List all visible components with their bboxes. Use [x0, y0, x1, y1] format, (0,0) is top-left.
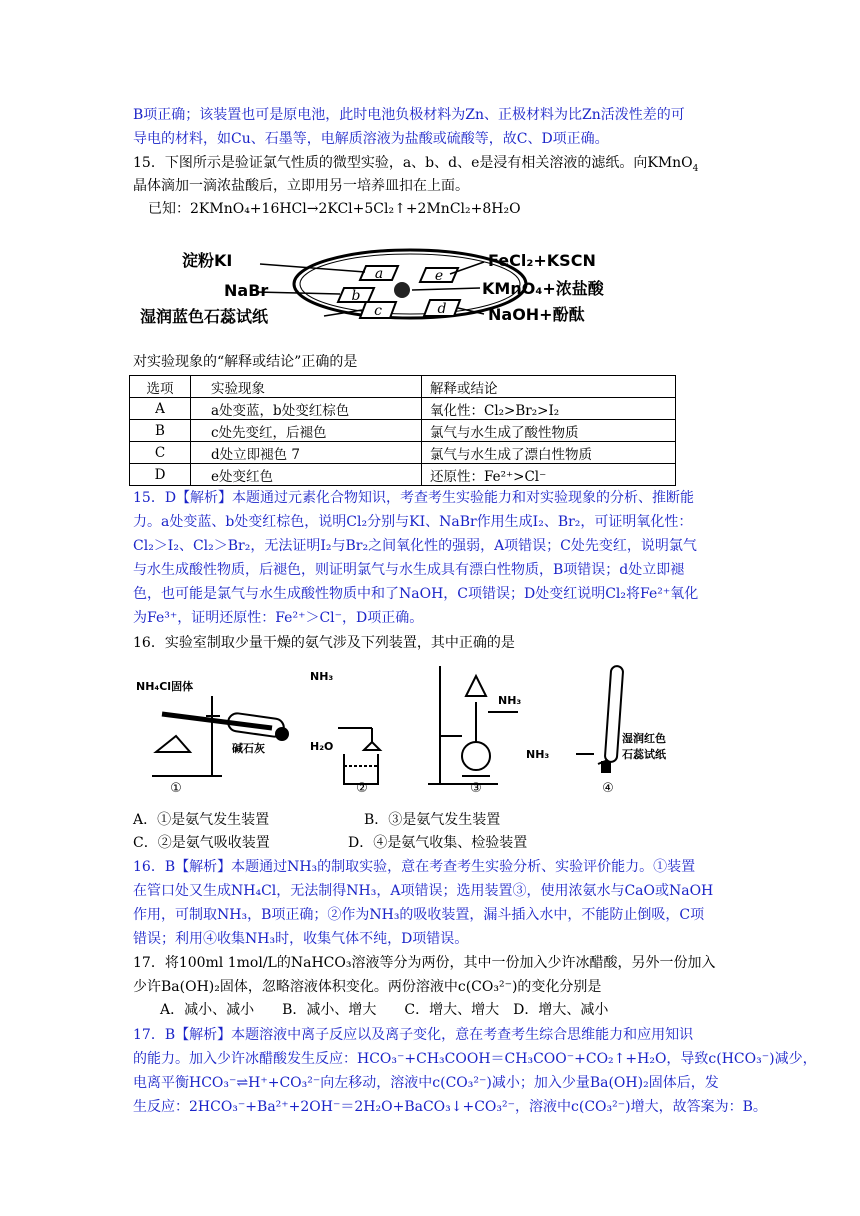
table-header: 选项	[130, 376, 191, 398]
label-c: c	[374, 303, 382, 319]
label-soda-lime: 碱石灰	[232, 742, 265, 755]
label-fecl2-kscn: FeCl₂+KSCN	[488, 251, 596, 270]
table-cell: 氯气与水生成了漂白性物质	[422, 442, 676, 464]
table-cell: D	[130, 464, 191, 486]
q15-analysis-line-4: 与水生成酸性物质，后褪色，则证明氯气与水生成具有漂白性物质，B项错误；d处立即褪	[133, 562, 685, 578]
q16-stem: 16．实验室制取少量干燥的氨气涉及下列装置，其中正确的是	[133, 635, 515, 651]
table-row	[130, 420, 676, 442]
q16-apparatus-figure	[132, 656, 677, 796]
label-starch-ki: 淀粉KI	[182, 251, 233, 270]
label-apparatus-3: ③	[470, 781, 482, 796]
label-nh3-4: NH₃	[526, 748, 550, 761]
table-cell: 还原性：Fe²⁺>Cl⁻	[422, 464, 676, 486]
label-nabr: NaBr	[224, 281, 269, 300]
q17-analysis-line-2: 的能力。加入少许冰醋酸发生反应：HCO₃⁻+CH₃COOH＝CH₃COO⁻+CO₂↑+H₂O，导致c(HCO₃⁻)减少，	[133, 1051, 817, 1067]
label-apparatus-1: ①	[170, 781, 182, 796]
q15-analysis-line-3: Cl₂＞I₂、Cl₂＞Br₂，无法证明I₂与Br₂之间氧化性的强弱，A项错误；C处先变红，说明氯气	[133, 538, 697, 554]
table-header-row	[130, 376, 676, 398]
table-cell: 氧化性：Cl₂>Br₂>I₂	[422, 398, 676, 420]
table-header: 解释或结论	[422, 376, 676, 398]
q15-stem-line-1: 15．下图所示是验证氯气性质的微型实验，a、b、d、e是浸有相关溶液的滤纸。向KMnO$_4$	[133, 155, 699, 174]
q15-options-table	[129, 375, 676, 486]
q16-analysis-line-2: 在管口处又生成NH₄Cl，无法制得NH₃，A项错误；选用装置③，使用浓氨水与CaO或NaOH	[133, 883, 714, 899]
q16-option-b: B．③是氨气发生装置	[364, 812, 501, 828]
label-nh3-3: NH₃	[498, 694, 522, 707]
q15-analysis-line-6: 为Fe³⁺，证明还原性：Fe²⁺＞Cl⁻，D项正确。	[133, 610, 424, 626]
kmno4-crystal	[394, 282, 410, 298]
table-row	[130, 464, 676, 486]
q17-stem-line-1: 17．将100ml 1mol/L的NaHCO₃溶液等分为两份，其中一份加入少许冰醋酸，另外一份加入	[133, 955, 716, 971]
q16-analysis-line-1: 16．B【解析】本题通过NH₃的制取实验，意在考查考生实验分析、实验评价能力。①装置	[133, 859, 696, 875]
label-apparatus-2: ②	[356, 781, 368, 796]
table-cell: B	[130, 420, 191, 442]
table-cell: c处先变红，后褪色	[191, 420, 422, 442]
label-nh3-2: NH₃	[310, 670, 334, 683]
q17-analysis-line-1: 17．B【解析】本题溶液中离子反应以及离子变化，意在考查考生综合思维能力和应用知识	[133, 1027, 694, 1043]
q15-petri-dish-figure	[140, 236, 680, 336]
table-header: 实验现象	[191, 376, 422, 398]
table-cell: e处变红色	[191, 464, 422, 486]
label-blue-litmus: 湿润蓝色石蕊试纸	[140, 307, 269, 326]
q16-option-a: A．①是氨气发生装置	[133, 812, 270, 828]
label-apparatus-4: ④	[602, 781, 614, 796]
label-kmno4-hcl: KMnO₄+浓盐酸	[482, 279, 604, 298]
q17-options: A．减小、减小 B．减小、增大 C．增大、增大 D．增大、减小	[160, 1002, 609, 1018]
q17-stem-line-2: 少许Ba(OH)₂固体，忽略溶液体积变化。两份溶液中c(CO₃²⁻)的变化分别是	[133, 979, 602, 995]
table-cell: a处变蓝，b处变红棕色	[191, 398, 422, 420]
label-d: d	[437, 301, 447, 317]
q17-analysis-line-3: 电离平衡HCO₃⁻⇌H⁺+CO₃²⁻向左移动，溶液中c(CO₃²⁻)减小；加入少量Ba(OH)₂固体后，发	[133, 1075, 719, 1091]
table-cell: 氯气与水生成了酸性物质	[422, 420, 676, 442]
q16-analysis-line-3: 作用，可制取NH₃，B项正确；②作为NH₃的吸收装置，漏斗插入水中，不能防止倒吸，C项	[133, 907, 705, 923]
label-nh4cl-solid: NH₄Cl固体	[136, 680, 194, 693]
q15-analysis-line-1: 15．D【解析】本题通过元素化合物知识，考查考生实验能力和对实验现象的分析、推断能	[133, 490, 695, 506]
label-e: e	[434, 268, 444, 284]
q16-option-d: D．④是氨气收集、检验装置	[348, 835, 528, 851]
intro-line-2: 导电的材料，如Cu、石墨等，电解质溶液为盐酸或硫酸等，故C、D项正确。	[133, 131, 609, 147]
table-cell: d处立即褪色 7	[191, 442, 422, 464]
label-h2o: H₂O	[310, 740, 334, 753]
table-cell: A	[130, 398, 191, 420]
q15-analysis-line-5: 色，也可能是氯气与水生成酸性物质中和了NaOH，C项错误；D处变红说明Cl₂将Fe²⁺氧化	[133, 586, 699, 602]
q16-option-c: C．②是氨气吸收装置	[133, 835, 270, 851]
table-row	[130, 442, 676, 464]
table-row	[130, 398, 676, 420]
intro-line-1: B项正确；该装置也可是原电池，此时电池负极材料为Zn、正极材料为比Zn活泼性差的可	[133, 107, 685, 123]
q17-analysis-line-4: 生反应：2HCO₃⁻+Ba²⁺+2OH⁻＝2H₂O+BaCO₃↓+CO₃²⁻，溶液中c(CO₃²⁻)增大，故答案为：B。	[133, 1099, 767, 1115]
label-a: a	[374, 266, 384, 282]
label-red-litmus-1: 湿润红色	[622, 732, 666, 745]
q16-analysis-line-4: 错误；利用④收集NH₃时，收集气体不纯，D项错误。	[133, 931, 469, 947]
table-cell: C	[130, 442, 191, 464]
q15-stem-line-2: 晶体滴加一滴浓盐酸后，立即用另一培养皿扣在上面。	[133, 178, 469, 194]
label-naoh-phenolphthalein: NaOH+酚酞	[488, 305, 585, 324]
q15-known-equation: 已知：2KMnO₄+16HCl→2KCl+5Cl₂↑+2MnCl₂+8H₂O	[148, 201, 521, 217]
q15-analysis-line-2: 力。a处变蓝、b处变红棕色，说明Cl₂分别与KI、NaBr作用生成I₂、Br₂，可证明氧化性：	[133, 514, 693, 530]
label-b: b	[351, 288, 361, 304]
label-red-litmus-2: 石蕊试纸	[622, 748, 666, 761]
q15-question: 对实验现象的“解释或结论”正确的是	[133, 354, 358, 370]
